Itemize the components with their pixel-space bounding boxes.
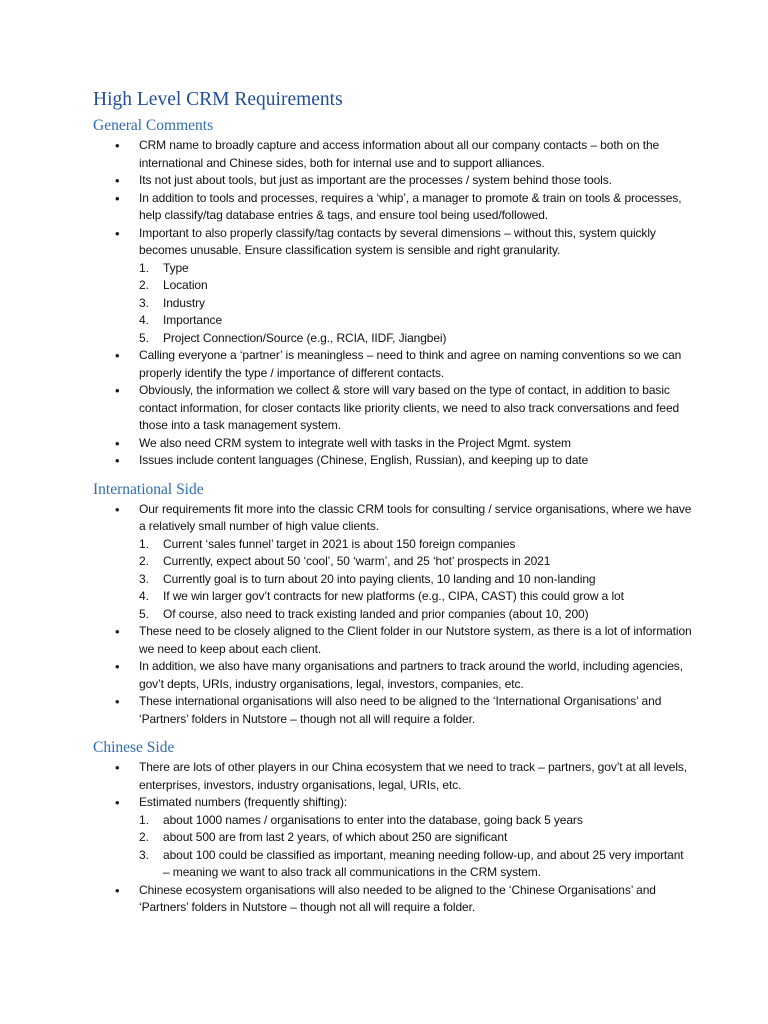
item-text: Industry <box>163 295 205 310</box>
item-number: 1. <box>139 812 149 827</box>
section-heading-chinese: Chinese Side <box>93 739 175 756</box>
item-number: 2. <box>139 554 149 568</box>
item-text: Type <box>163 260 189 275</box>
item-text: Importance <box>163 313 223 327</box>
list-item <box>93 225 693 260</box>
page-title: High Level CRM Requirements <box>93 89 343 110</box>
section-heading-international: International Side <box>93 480 204 498</box>
bullet-list-chinese-cont <box>93 882 693 917</box>
list-item: • Obviously, the information we collect & store will vary based on the type of contact, in addition to basic contact information, for closer contacts like priority clients, we need to also track conversations and feed those into a task management system. <box>93 382 693 435</box>
bullet-list-international <box>93 501 693 536</box>
list-item: • There are lots of other players in our China ecosystem that we need to track – partners, gov’t at all levels, enterprises, investors, industry organisations, legal, URIs, etc. <box>93 759 693 794</box>
item-text: Location <box>163 278 208 292</box>
list-item: • Our requirements fit more into the classic CRM tools for consulting / service organisations, where we have a relatively small number of high value clients. <box>93 501 693 536</box>
list-item: • We also need CRM system to integrate well with tasks in the Project Mgmt. system <box>93 435 693 453</box>
list-item: • Its not just about tools, but just as important are the processes / system behind those tools. <box>93 172 693 190</box>
numbered-item <box>93 312 693 330</box>
item-number: 4. <box>139 313 149 327</box>
item-number: 3. <box>139 571 149 586</box>
numbered-item <box>93 330 693 348</box>
item-text: about 100 could be classified as important, meaning needing follow-up, and about 25 very important – meaning we want to also track all communications in the CRM system. <box>163 847 684 879</box>
item-number: 3. <box>139 847 149 862</box>
item-number: 2. <box>139 278 149 292</box>
numbered-list-estimates <box>93 812 693 882</box>
list-item: • These international organisations will also need to be aligned to the ‘International Organisations’ and ‘Partners’ folders in Nutstore – though not all will require a folder. <box>93 693 693 728</box>
list-item-text: Important to also properly classify/tag contacts by several dimensions – without this, system quickly becomes unusable. Ensure classification system is sensible and right granularity. <box>139 225 656 257</box>
numbered-item <box>93 277 693 295</box>
numbered-list-funnel <box>93 536 693 624</box>
list-item: • Calling everyone a ‘partner’ is meaningless – need to think and agree on naming conventions so we can properly identify the type / importance of different contacts. <box>93 347 693 382</box>
list-item: • Chinese ecosystem organisations will also needed to be aligned to the ‘Chinese Organisations’ and ‘Partners’ folders in Nutstore – though not all will require a folder. <box>93 882 693 917</box>
item-text: Project Connection/Source (e.g., RCIA, IIDF, Jiangbei) <box>163 330 447 345</box>
numbered-item <box>93 847 693 882</box>
numbered-item <box>93 588 693 606</box>
bullet-list-international-cont <box>93 623 693 728</box>
item-text: Currently, expect about 50 ‘cool’, 50 ‘warm’, and 25 ‘hot’ prospects in 2021 <box>163 554 551 568</box>
bullet-list-chinese <box>93 759 693 812</box>
item-text: about 1000 names / organisations to enter into the database, going back 5 years <box>163 812 583 827</box>
item-number: 3. <box>139 295 149 310</box>
numbered-list-dimensions <box>93 260 693 348</box>
item-number: 4. <box>139 589 149 603</box>
document-body <box>93 88 693 917</box>
numbered-item <box>93 606 693 624</box>
item-text: Current ‘sales funnel’ target in 2021 is about 150 foreign companies <box>163 536 516 551</box>
numbered-item <box>93 295 693 313</box>
item-number: 1. <box>139 260 149 275</box>
numbered-item <box>93 571 693 589</box>
numbered-item <box>93 553 693 571</box>
item-text: about 500 are from last 2 years, of which about 250 are significant <box>163 830 508 844</box>
list-item: • Estimated numbers (frequently shifting): <box>93 794 693 812</box>
numbered-item <box>93 260 693 278</box>
item-text: Currently goal is to turn about 20 into paying clients, 10 landing and 10 non-landing <box>163 571 596 586</box>
item-number: 5. <box>139 330 149 345</box>
bullet-list-general <box>93 137 693 260</box>
item-number: 5. <box>139 606 149 621</box>
list-item: • In addition to tools and processes, requires a ‘whip’, a manager to promote & train on tools & processes, help classify/tag database entries & tags, and ensure tool being used/followed. <box>93 190 693 225</box>
list-item: • CRM name to broadly capture and access information about all our company contacts – both on the international and Chinese sides, both for internal use and to support alliances. <box>93 137 693 172</box>
numbered-item <box>93 829 693 847</box>
numbered-item <box>93 812 693 830</box>
list-item: • Issues include content languages (Chinese, English, Russian), and keeping up to date <box>93 452 693 470</box>
list-item: • In addition, we also have many organisations and partners to track around the world, including agencies, gov’t depts, URIs, industry organisations, legal, investors, companies, etc. <box>93 658 693 693</box>
item-text: If we win larger gov’t contracts for new platforms (e.g., CIPA, CAST) this could grow a lot <box>163 589 624 603</box>
item-number: 2. <box>139 830 149 844</box>
numbered-item <box>93 536 693 554</box>
item-text: Of course, also need to track existing landed and prior companies (about 10, 200) <box>163 606 589 621</box>
item-number: 1. <box>139 536 149 551</box>
bullet-list-general-cont <box>93 347 693 470</box>
list-item: • These need to be closely aligned to the Client folder in our Nutstore system, as there is a lot of information we need to keep about each client. <box>93 623 693 658</box>
section-heading-general: General Comments <box>93 117 214 134</box>
